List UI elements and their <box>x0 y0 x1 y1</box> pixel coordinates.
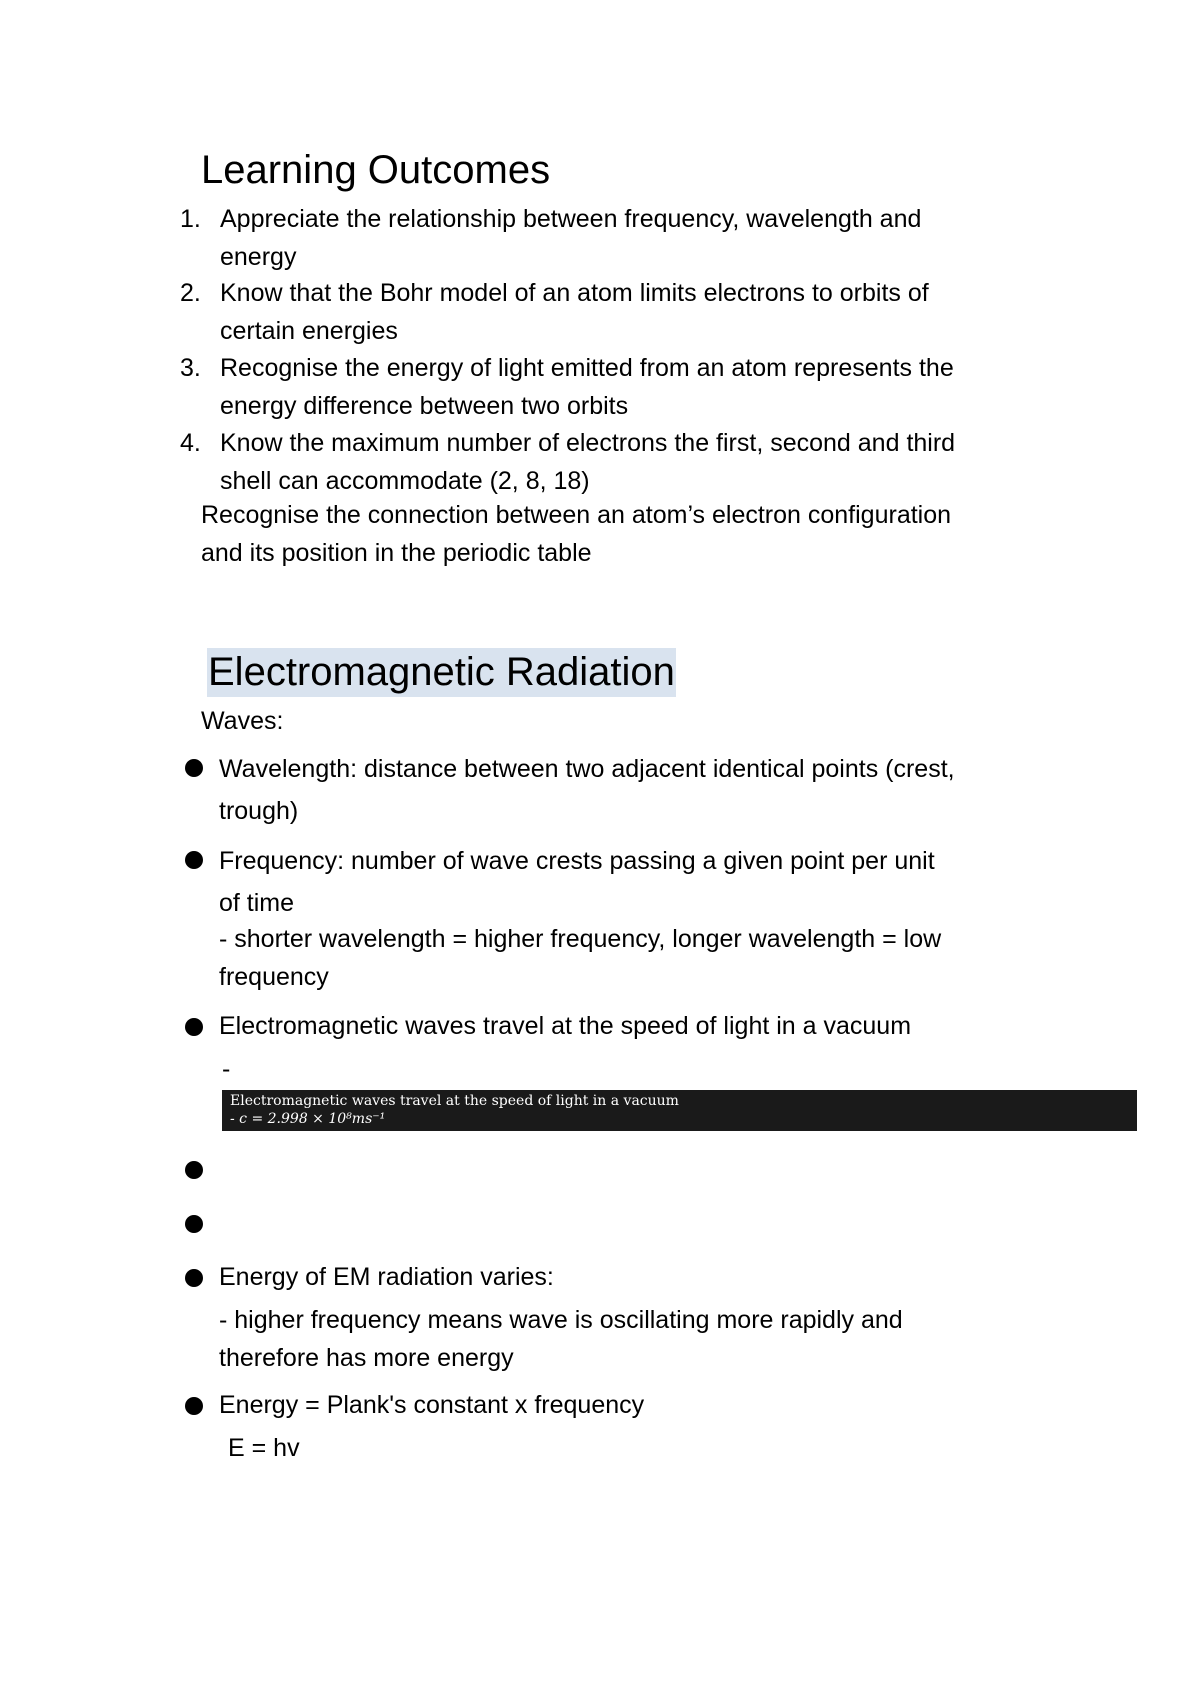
image-text-line: Electromagnetic waves travel at the speed of light in a vacuum <box>230 1093 679 1109</box>
em-radiation-heading: Electromagnetic Radiation <box>207 648 676 697</box>
outcome-line: Appreciate the relationship between frequency, wavelength and <box>220 205 922 233</box>
waves-label: Waves: <box>201 707 284 735</box>
bullet-text: Electromagnetic waves travel at the speed of light in a vacuum <box>219 1012 912 1040</box>
bullet-dot-icon <box>185 1397 203 1415</box>
bullet-line: of time <box>219 889 295 917</box>
list-number: 2. <box>180 279 201 307</box>
bullet-text: Energy = Plank's constant x frequency <box>219 1391 645 1419</box>
bullet-dot-icon <box>185 759 203 777</box>
outcome-line: certain energies <box>220 317 398 345</box>
bullet-text: Energy of EM radiation varies: <box>219 1263 554 1291</box>
bullet-line: trough) <box>219 797 299 825</box>
bullet-dot-icon <box>185 1161 203 1179</box>
bullet-line: frequency <box>219 963 329 991</box>
outcome-line: Recognise the energy of light emitted from an atom represents the <box>220 354 954 382</box>
paragraph-line: and its position in the periodic table <box>201 539 592 567</box>
bullet-line: - shorter wavelength = higher frequency, longer wavelength = low <box>219 925 942 953</box>
bullet-text <box>219 840 1079 924</box>
outcome-text <box>220 424 1060 500</box>
bullet-sub-text <box>219 1301 1079 1377</box>
outcome-text <box>220 200 1060 276</box>
outcome-line: energy <box>220 243 297 271</box>
outcome-text <box>220 349 1060 425</box>
bullet-line: Wavelength: distance between two adjacent identical points (crest, <box>219 755 955 783</box>
bullet-dot-icon <box>185 1215 203 1233</box>
bullet-dot-icon <box>185 1018 203 1036</box>
outcome-line: shell can accommodate (2, 8, 18) <box>220 467 590 495</box>
bullet-dot-icon <box>185 851 203 869</box>
outcome-line: Know that the Bohr model of an atom limits electrons to orbits of <box>220 279 929 307</box>
outcome-line: energy difference between two orbits <box>220 392 629 420</box>
paragraph-line: Recognise the connection between an atom’s electron configuration <box>201 501 952 529</box>
bullet-sub-text <box>219 920 1079 996</box>
bullet-line: therefore has more energy <box>219 1344 514 1372</box>
equation-line: E = hv <box>228 1434 300 1462</box>
bullet-line: Frequency: number of wave crests passing a given point per unit <box>219 847 935 875</box>
list-number: 4. <box>180 429 201 457</box>
outcome-paragraph <box>201 496 1081 572</box>
outcome-text <box>220 274 1060 350</box>
list-number: 1. <box>180 205 201 233</box>
bullet-sub-dash: - <box>222 1055 231 1083</box>
image-equation-line: - c = 2.998 × 10⁸ms⁻¹ <box>230 1111 386 1127</box>
bullet-line: - higher frequency means wave is oscillating more rapidly and <box>219 1306 903 1334</box>
embedded-equation-image <box>222 1090 1137 1131</box>
list-number: 3. <box>180 354 201 382</box>
outcome-line: Know the maximum number of electrons the first, second and third <box>220 429 956 457</box>
bullet-text <box>219 748 1079 832</box>
bullet-dot-icon <box>185 1269 203 1287</box>
learning-outcomes-heading: Learning Outcomes <box>201 148 551 192</box>
